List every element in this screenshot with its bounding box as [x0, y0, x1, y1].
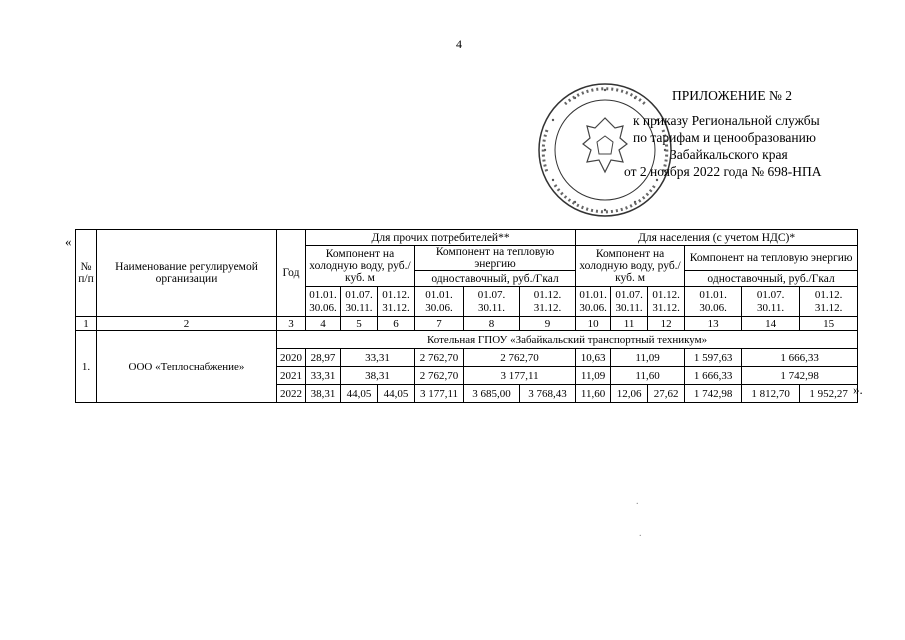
period-header: 01.01. 30.06. — [685, 287, 742, 317]
header-line: от 2 ноября 2022 года № 698-НПА — [624, 164, 822, 179]
org-index: 1. — [76, 331, 97, 403]
value-cell: 11,09 — [576, 367, 611, 385]
sub-cold-pop-header: Компонент на холодную воду, руб./куб. м — [576, 246, 685, 287]
appendix-title: ПРИЛОЖЕНИЕ № 2 — [672, 88, 793, 103]
scan-speck: . — [639, 528, 642, 539]
sub-heat-header: Компонент на тепловую энергию — [415, 246, 576, 271]
period-header: 01.01. 30.06. — [576, 287, 611, 317]
header-line: по тарифам и ценообразованию — [633, 130, 816, 145]
value-cell: 2 762,70 — [464, 349, 576, 367]
value-cell: 33,31 — [306, 367, 341, 385]
value-cell: 33,31 — [341, 349, 415, 367]
quote-open: « — [65, 234, 72, 249]
value-cell: 3 685,00 — [464, 385, 520, 403]
sub-cold-header: Компонент на холодную воду, руб./куб. м — [306, 246, 415, 287]
col-num-header: № п/п — [76, 230, 97, 317]
value-cell: 38,31 — [341, 367, 415, 385]
value-cell: 2 762,70 — [415, 367, 464, 385]
year-cell: 2020 — [277, 349, 306, 367]
value-cell: 11,60 — [576, 385, 611, 403]
header-line: к приказу Региональной службы — [633, 113, 820, 128]
period-header: 01.01. 30.06. — [415, 287, 464, 317]
column-number: 15 — [800, 317, 858, 331]
period-header: 01.12. 31.12. — [800, 287, 858, 317]
value-cell: 27,62 — [648, 385, 685, 403]
period-header: 01.12. 31.12. — [648, 287, 685, 317]
column-number: 11 — [611, 317, 648, 331]
tariff-table — [75, 229, 858, 403]
quote-close: ». — [853, 382, 863, 397]
value-cell: 3 768,43 — [520, 385, 576, 403]
value-cell: 3 177,11 — [464, 367, 576, 385]
value-cell: 11,60 — [611, 367, 685, 385]
period-header: 01.12. 31.12. — [520, 287, 576, 317]
sub-heat-unit-header: одноставочный, руб./Гкал — [415, 271, 576, 287]
year-cell: 2021 — [277, 367, 306, 385]
col-org-header: Наименование регулируемой организации — [97, 230, 277, 317]
value-cell: 44,05 — [341, 385, 378, 403]
group-other-header: Для прочих потребителей** — [306, 230, 576, 246]
value-cell: 1 666,33 — [742, 349, 858, 367]
value-cell: 44,05 — [378, 385, 415, 403]
org-name: ООО «Теплоснабжение» — [97, 331, 277, 403]
column-number: 5 — [341, 317, 378, 331]
value-cell: 1 812,70 — [742, 385, 800, 403]
column-number: 4 — [306, 317, 341, 331]
value-cell: 1 666,33 — [685, 367, 742, 385]
period-header: 01.07. 30.11. — [464, 287, 520, 317]
period-header: 01.07. 30.11. — [341, 287, 378, 317]
column-number: 6 — [378, 317, 415, 331]
value-cell: 3 177,11 — [415, 385, 464, 403]
page-number: 4 — [456, 37, 462, 51]
coat-of-arms-seal-icon — [535, 80, 675, 220]
column-number: 8 — [464, 317, 520, 331]
column-number: 7 — [415, 317, 464, 331]
value-cell: 2 762,70 — [415, 349, 464, 367]
col-year-header: Год — [277, 230, 306, 317]
official-stamp — [535, 80, 675, 220]
column-number: 9 — [520, 317, 576, 331]
sub-heat-pop-header: Компонент на тепловую энергию — [685, 246, 858, 271]
value-cell: 28,97 — [306, 349, 341, 367]
column-number: 10 — [576, 317, 611, 331]
group-pop-header: Для населения (с учетом НДС)* — [576, 230, 858, 246]
value-cell: 12,06 — [611, 385, 648, 403]
sub-heat-unit-pop-header: одноставочный, руб./Гкал — [685, 271, 858, 287]
value-cell: 1 597,63 — [685, 349, 742, 367]
section-row — [76, 331, 858, 349]
year-cell: 2022 — [277, 385, 306, 403]
period-header: 01.12. 31.12. — [378, 287, 415, 317]
value-cell: 10,63 — [576, 349, 611, 367]
column-number: 13 — [685, 317, 742, 331]
column-number-row — [76, 317, 858, 331]
value-cell: 38,31 — [306, 385, 341, 403]
value-cell: 1 952,27 — [800, 385, 858, 403]
header-line: Забайкальского края — [670, 147, 788, 162]
column-number: 12 — [648, 317, 685, 331]
value-cell: 1 742,98 — [742, 367, 858, 385]
section-title: Котельная ГПОУ «Забайкальский транспортный техникум» — [277, 331, 858, 349]
value-cell: 11,09 — [611, 349, 685, 367]
column-number: 2 — [97, 317, 277, 331]
column-number: 3 — [277, 317, 306, 331]
value-cell: 1 742,98 — [685, 385, 742, 403]
column-number: 1 — [76, 317, 97, 331]
period-header: 01.07. 30.11. — [742, 287, 800, 317]
period-header: 01.07. 30.11. — [611, 287, 648, 317]
period-header: 01.01. 30.06. — [306, 287, 341, 317]
scan-speck: . — [636, 496, 639, 507]
column-number: 14 — [742, 317, 800, 331]
